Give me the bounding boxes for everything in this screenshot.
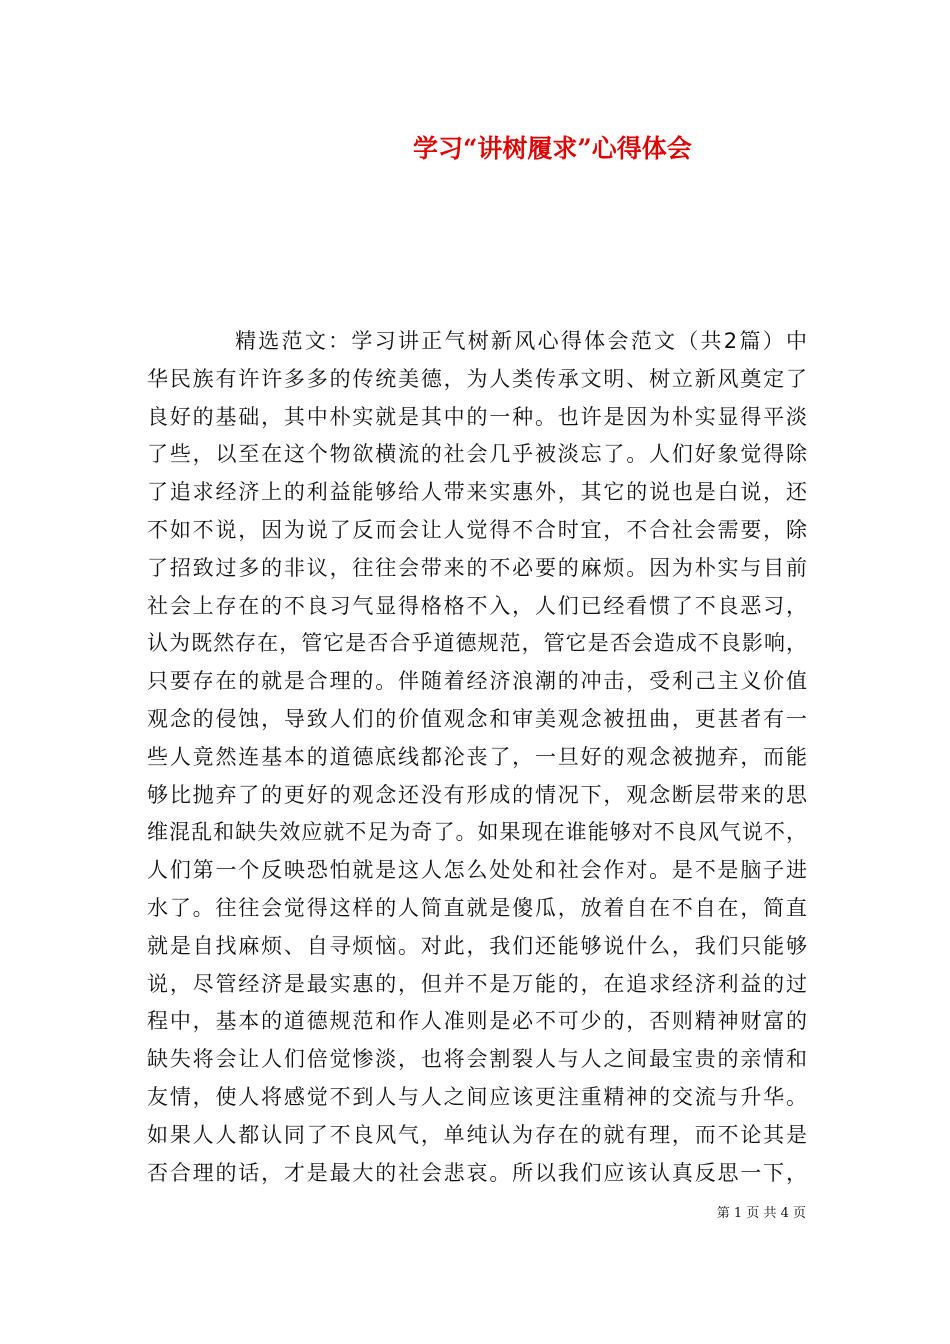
page-number-footer: 第 1 页 共 4 页: [716, 1206, 806, 1221]
body-line: 人们第一个反映恐怕就是这人怎么处处和社会作对。是不是脑子进: [147, 858, 807, 883]
body-line: 了追求经济上的利益能够给人带来实惠外，其它的说也是白说，还: [147, 480, 807, 505]
body-line: 了些，以至在这个物欲横流的社会几乎被淡忘了。人们好象觉得除: [147, 442, 807, 467]
body-line: 只要存在的就是合理的。伴随着经济浪潮的冲击，受利己主义价值: [147, 669, 807, 694]
body-line: 社会上存在的不良习气显得格格不入，人们已经看惯了不良恶习，: [147, 593, 807, 618]
body-line: 缺失将会让人们倍觉惨淡，也将会割裂人与人之间最宝贵的亲情和: [147, 1047, 807, 1072]
body-line: 观念的侵蚀，导致人们的价值观念和审美观念被扭曲，更甚者有一: [147, 706, 807, 731]
document-body: [147, 323, 807, 1192]
body-line: 友情，使人将感觉不到人与人之间应该更注重精神的交流与升华。: [147, 1084, 807, 1109]
body-line: 认为既然存在，管它是否合乎道德规范，管它是否会造成不良影响，: [147, 631, 807, 656]
body-line: 了招致过多的非议，往往会带来的不必要的麻烦。因为朴实与目前: [147, 555, 807, 580]
body-line: 程中，基本的道德规范和作人准则是必不可少的，否则精神财富的: [147, 1009, 807, 1034]
body-line: 够比抛弃了的更好的观念还没有形成的情况下，观念断层带来的思: [147, 782, 807, 807]
body-line: 精选范文：学习讲正气树新风心得体会范文（共2篇）中: [235, 329, 807, 353]
body-line: 些人竟然连基本的道德底线都沦丧了，一旦好的观念被抛弃，而能: [147, 744, 807, 769]
body-line: 水了。往往会觉得这样的人简直就是傻瓜，放着自在不自在，简直: [147, 895, 807, 920]
body-line: 维混乱和缺失效应就不足为奇了。如果现在谁能够对不良风气说不，: [147, 820, 807, 845]
body-line: 华民族有许许多多的传统美德，为人类传承文明、树立新风奠定了: [147, 366, 807, 391]
document-title: 学习“讲树履求”心得体会: [413, 134, 692, 163]
body-line: 不如不说，因为说了反而会让人觉得不合时宜，不合社会需要，除: [147, 517, 807, 542]
body-line: 说，尽管经济是最实惠的，但并不是万能的，在追求经济利益的过: [147, 971, 807, 996]
body-line: 否合理的话，才是最大的社会悲哀。所以我们应该认真反思一下，: [147, 1160, 807, 1185]
body-line: 良好的基础，其中朴实就是其中的一种。也许是因为朴实显得平淡: [147, 404, 807, 429]
body-line: 如果人人都认同了不良风气，单纯认为存在的就有理，而不论其是: [147, 1122, 807, 1147]
body-line: 就是自找麻烦、自寻烦恼。对此，我们还能够说什么，我们只能够: [147, 933, 807, 958]
